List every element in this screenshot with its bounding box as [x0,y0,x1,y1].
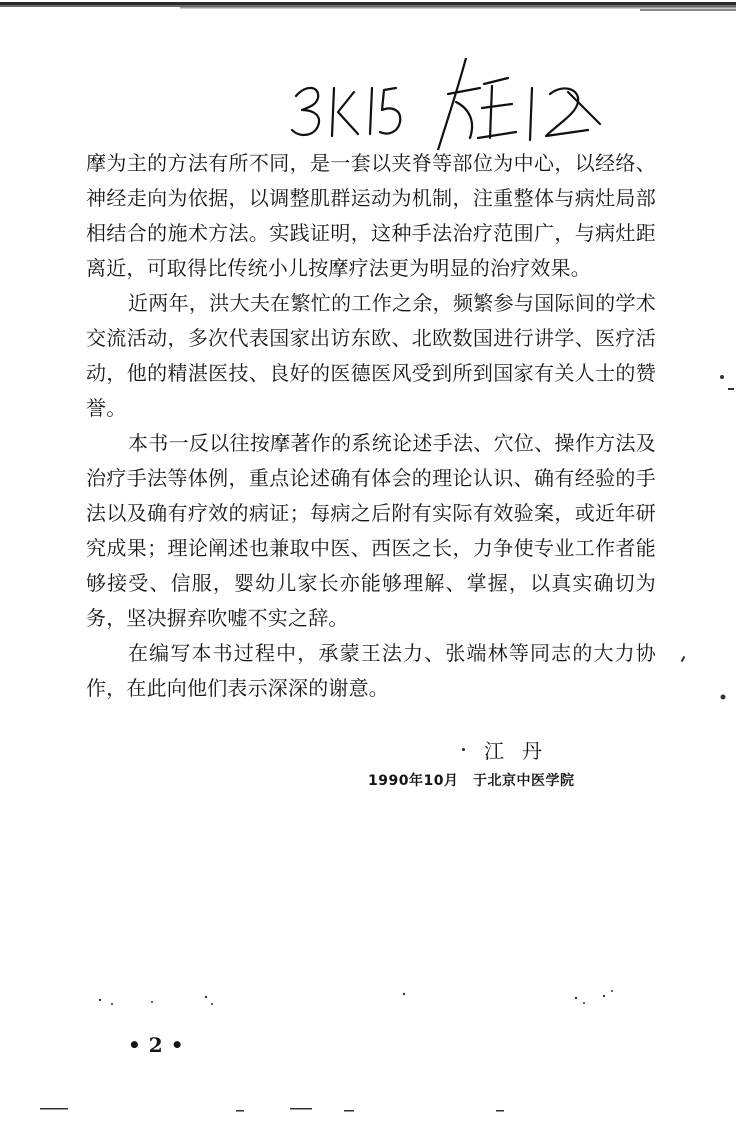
paragraph-3: 本书一反以往按摩著作的系统论述手法、穴位、操作方法及治疗手法等体例，重点论述确有体会的理论认识、确有经验的手法以及确有疗效的病证；每病之后附有实际有效验案，或近年研究成果；理论阐述也兼取中医、西医之长，力争使专业工作者能够接受、信服，婴幼儿家长亦能够理解、掌握，以真实确切为务，坚决摒弃吹嘘不实之辞。 [86,431,656,630]
paragraph-4: 在编写本书过程中，承蒙王法力、张端林等同志的大力协作，在此向他们表示深深的谢意。 [86,641,656,700]
date-and-place: 1990年10月 于北京中医学院 [368,773,575,789]
page-number [128,1033,192,1057]
paragraph-2: 近两年，洪大夫在繁忙的工作之余，频繁参与国际间的学术交流活动，多次代表国家出访东欧、北欧数国进行讲学、医疗活动，他的精湛医技、良好的医德医风受到所到国家有关人士的赞誉。 [86,291,656,420]
scan-top-edge [0,0,736,14]
paragraph-1: 摩为主的方法有所不同，是一套以夹脊等部位为中心，以经络、神经走向为依据，以调整肌群运动为机制，注重整体与病灶局部相结合的施术方法。实践证明，这种手法治疗范围广，与病灶距离近，可取得比传统小儿按摩疗法更为明显的治疗效果。 [86,151,656,280]
author-signature: 江丹 [484,739,560,763]
page-number-value: 2 [148,1033,171,1057]
page-number-dot-left: • [128,1033,149,1057]
handwritten-strokes [288,58,608,150]
signature-dot [462,748,465,751]
preface-body [86,146,656,706]
page-number-dot-right: • [170,1033,192,1057]
handwritten-annotation [288,58,608,150]
